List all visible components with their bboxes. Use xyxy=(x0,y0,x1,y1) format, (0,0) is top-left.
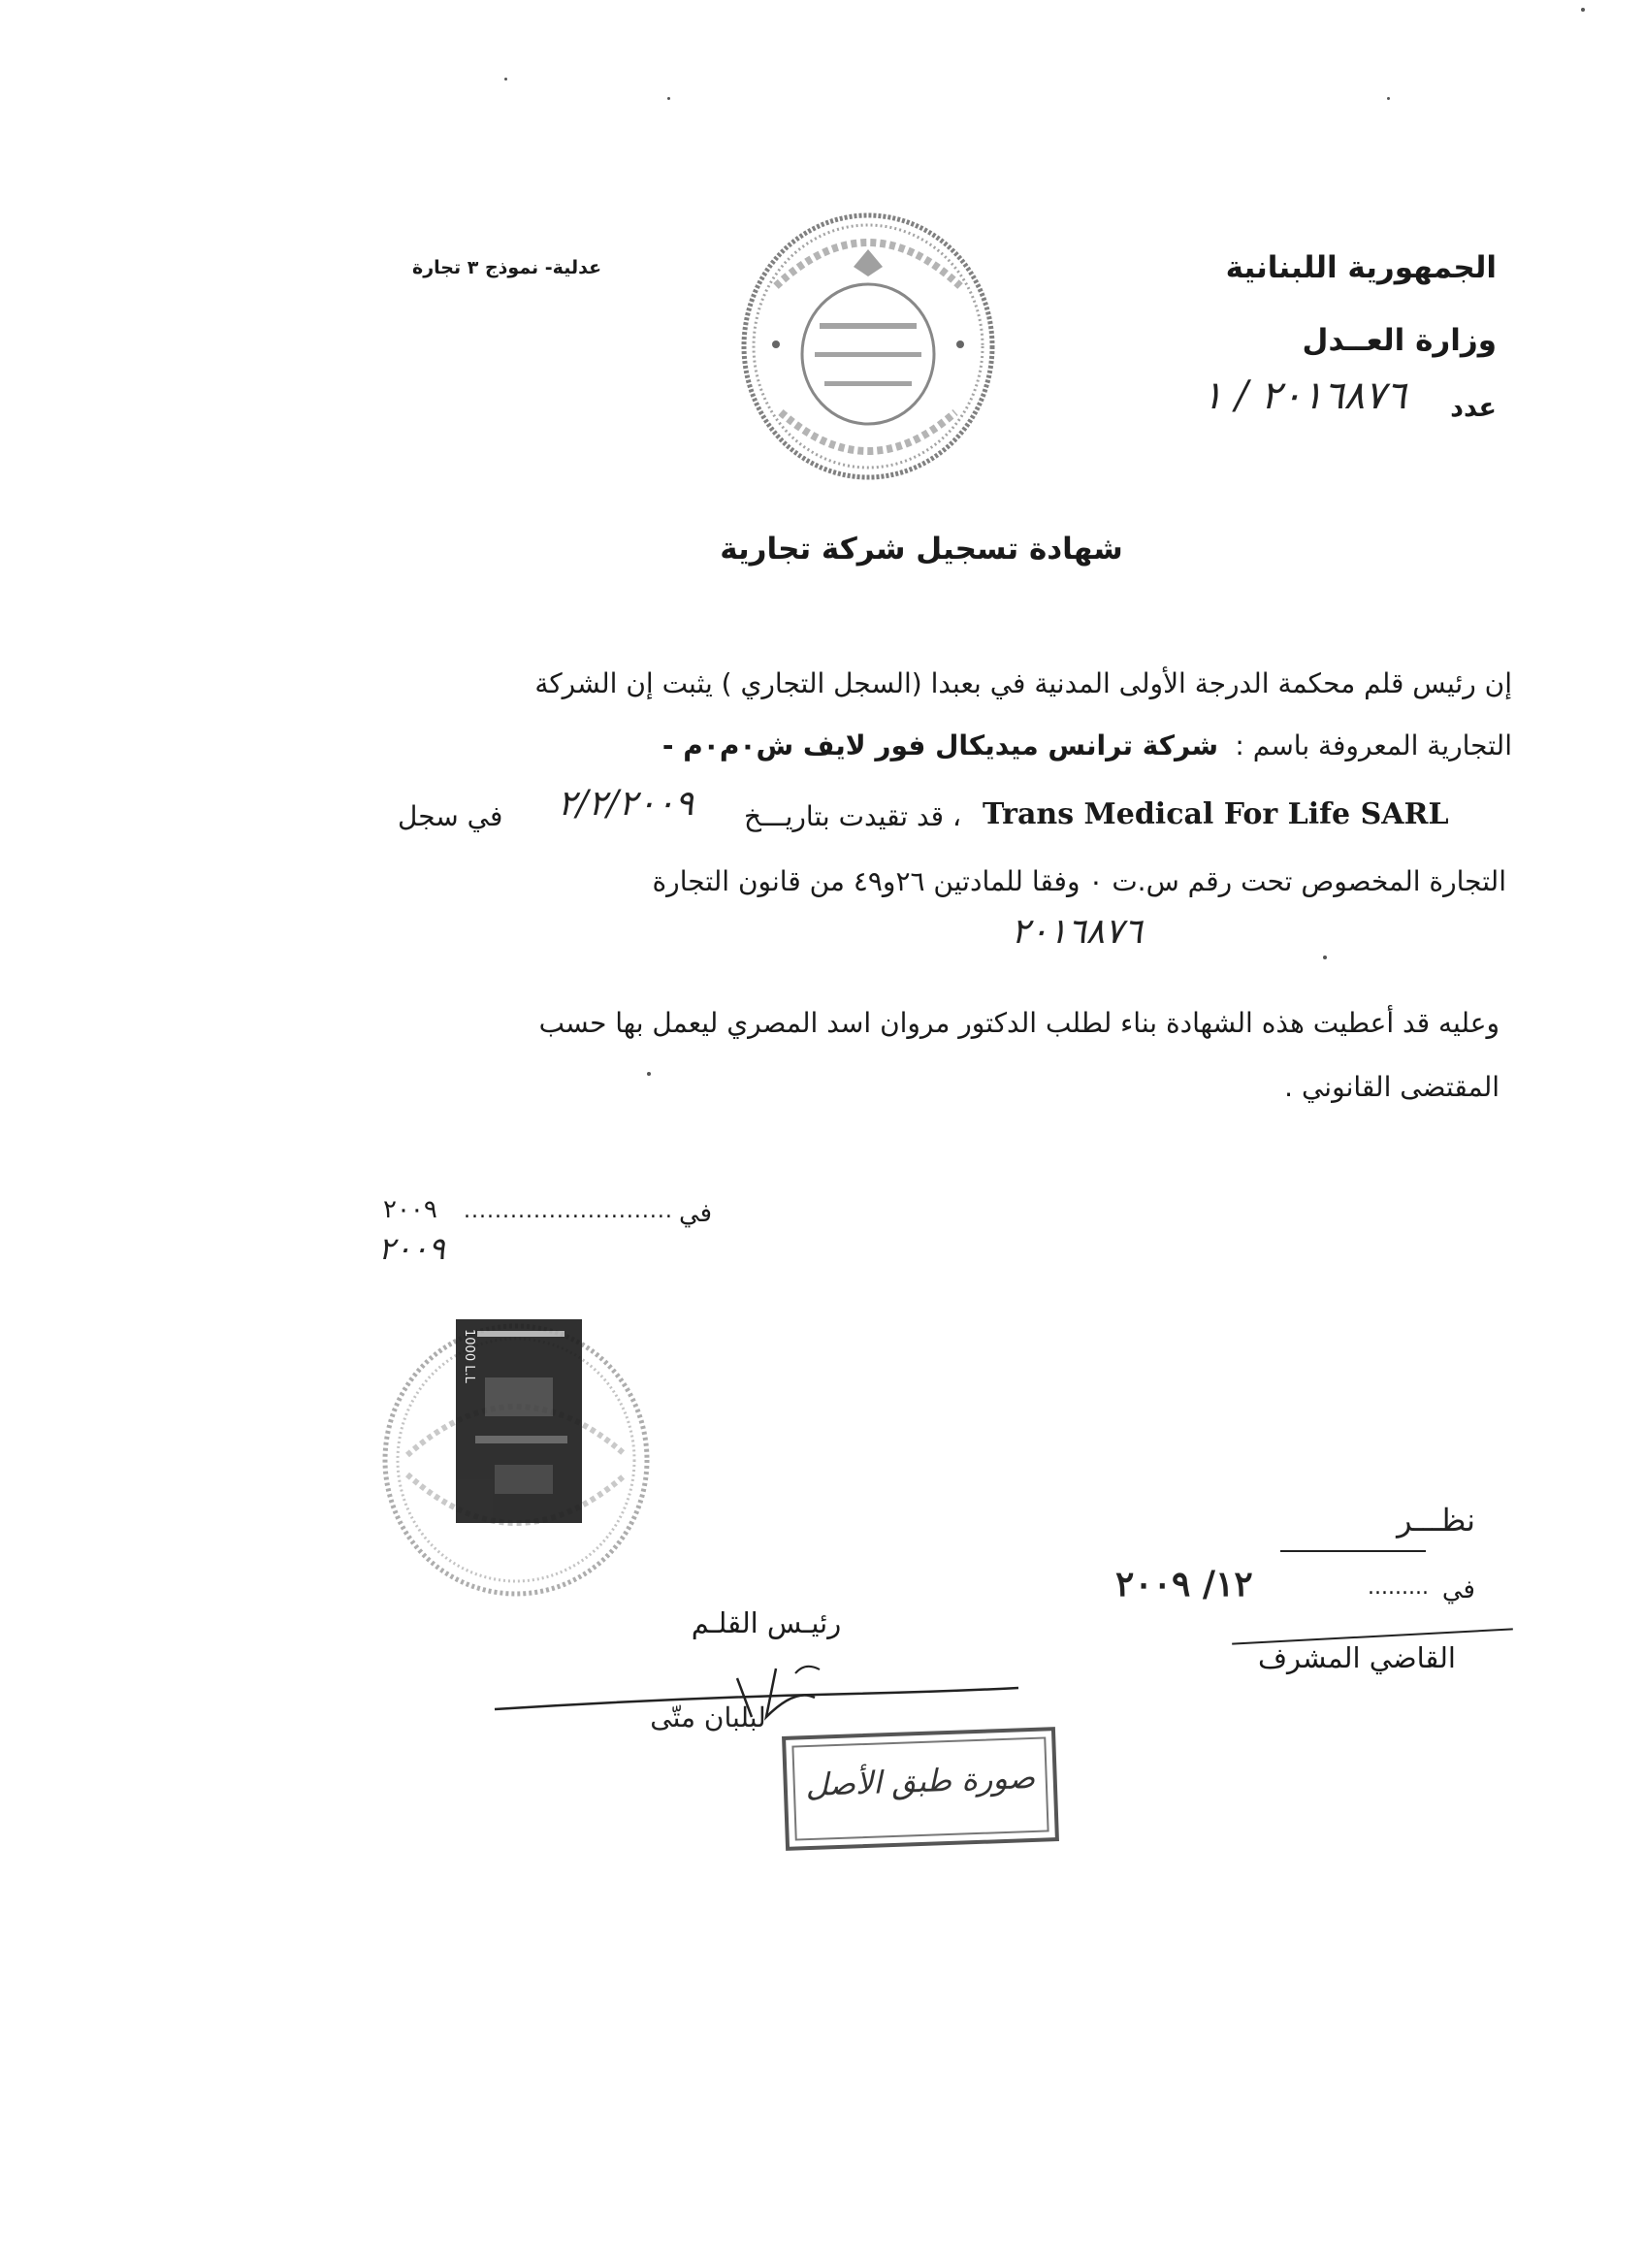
scan-speck xyxy=(647,1072,651,1076)
review-date-handwritten: ١٢/ ٢٠٠٩ xyxy=(1115,1564,1253,1604)
review-date-label: في xyxy=(1441,1575,1475,1604)
company-name-arabic: شركة ترانس ميديكال فور لايف ش٠م٠م - xyxy=(661,729,1218,761)
review-seen-underline xyxy=(1280,1550,1426,1552)
number-handwritten: ٢٠١٦٨٧٦ / ١ xyxy=(1202,373,1406,418)
official-seal-icon xyxy=(737,209,999,485)
registrar-name: لبلبان متّى xyxy=(650,1701,766,1733)
scan-speck xyxy=(1581,8,1585,12)
review-date-dots: ......... xyxy=(1368,1575,1429,1600)
body-line-1: إن رئيس قلم محكمة الدرجة الأولى المدنية في بعبدا (السجل التجاري ) يثبت إن الشركة xyxy=(534,667,1512,699)
ministry-heading: وزارة العــدل xyxy=(1302,323,1497,358)
body-line-5: وعليه قد أعطيت هذه الشهادة بناء لطلب الدكتور مروان اسد المصري ليعمل بها حسب xyxy=(538,1007,1500,1039)
scan-speck xyxy=(1387,97,1390,100)
registration-number-handwritten: ٢٠١٦٨٧٦ xyxy=(1011,912,1143,952)
date-dots: ........................... xyxy=(464,1199,673,1223)
date-year-handwritten: ٢٠٠٩ xyxy=(378,1230,445,1267)
body-line-4: التجارة المخصوص تحت رقم س.ت ٠ وفقا للمادتين ٢٦و٤٩ من قانون التجارة xyxy=(652,865,1506,897)
number-label: عدد xyxy=(1450,393,1497,423)
date-year: ٢٠٠٩ xyxy=(383,1195,437,1224)
review-seen: نظـــر xyxy=(1397,1502,1475,1539)
date-label: في xyxy=(679,1199,713,1228)
body-line-3-suffix: ، قد تقيدت بتاريـــخ xyxy=(743,800,961,832)
form-code: عدلية- نموذج ٣ تجارة xyxy=(412,257,602,278)
company-name-latin: Trans Medical For Life SARL xyxy=(983,797,1449,831)
scan-speck xyxy=(667,97,670,100)
body-line-2-prefix: التجارية المعروفة باسم : xyxy=(1235,729,1512,761)
scan-speck xyxy=(504,78,507,81)
fiscal-stamp-value: 1000 L.L xyxy=(462,1329,476,1383)
fiscal-stamp xyxy=(456,1319,582,1523)
body-line-3-end: في سجل xyxy=(398,800,503,832)
scan-speck xyxy=(1323,956,1327,959)
republic-heading: الجمهورية اللبنانية xyxy=(1225,250,1497,285)
page-title: شهادة تسجيل شركة تجارية xyxy=(720,532,1123,567)
certified-copy-text: صورة طبق الأصل xyxy=(804,1758,1036,1804)
body-line-6: المقتضى القانوني . xyxy=(1284,1071,1500,1103)
certified-copy-stamp xyxy=(782,1727,1059,1851)
judge-title: القاضي المشرف xyxy=(1257,1641,1456,1674)
registration-date-handwritten: ٢/٢/٢٠٠٩ xyxy=(557,784,694,824)
registrar-title: رئيـس القلـم xyxy=(691,1606,842,1639)
